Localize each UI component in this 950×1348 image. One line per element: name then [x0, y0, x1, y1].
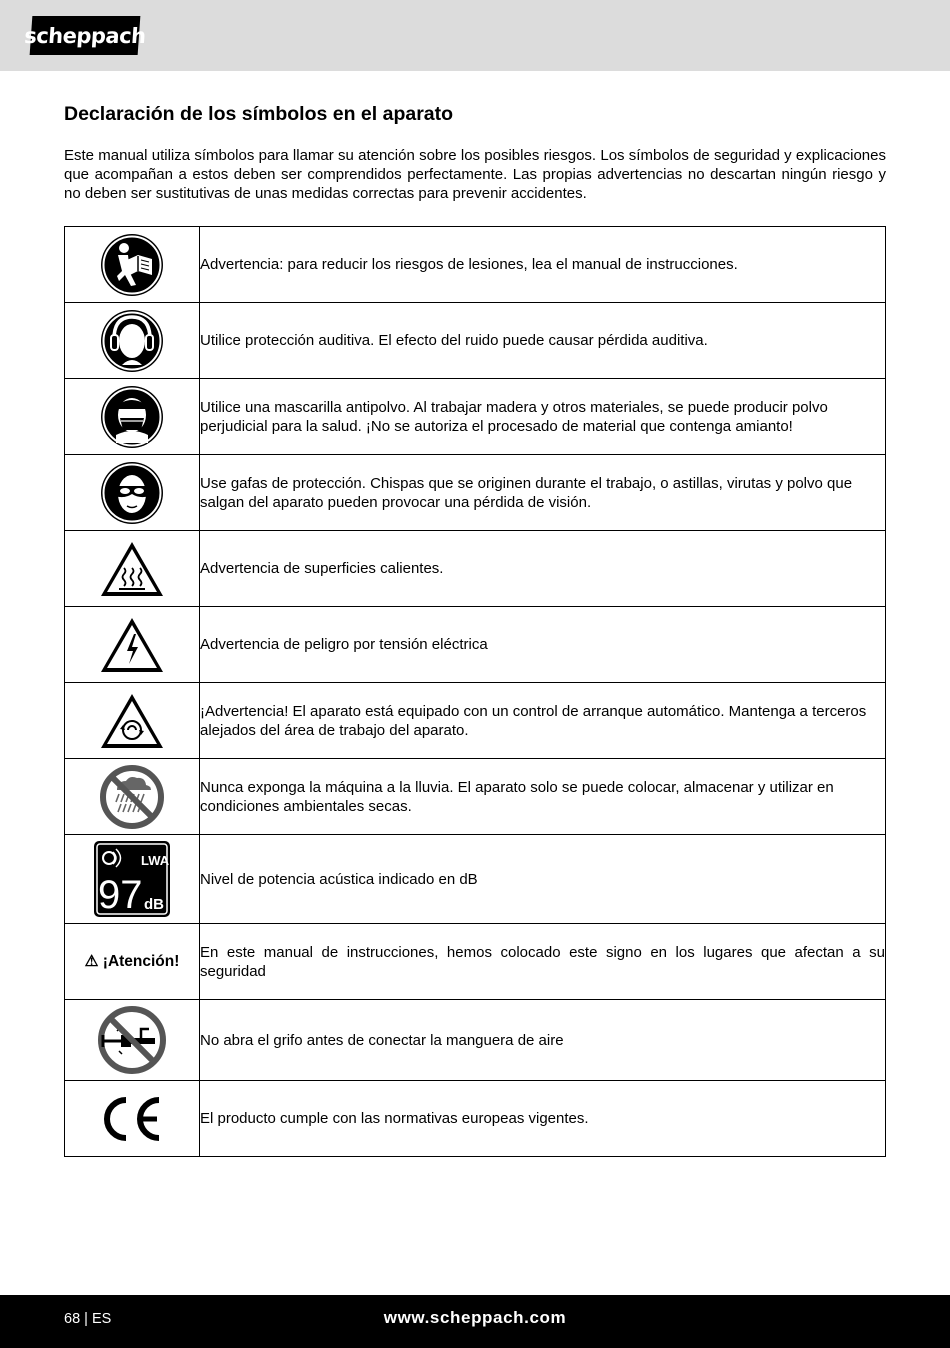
- table-row: [65, 607, 886, 683]
- intro-paragraph: Este manual utiliza símbolos para llamar su atención sobre los posibles riesgos. Los símbolos de seguridad y explicaciones que acompañan a estos deben ser comprendidos perfectamente. Las propias advertencias no descartan ningún riesgo y no deben ser sustitutivas de unas medidas correctas para prevenir accidentes.: [64, 147, 886, 202]
- table-row: [65, 1000, 886, 1081]
- safety-goggles-icon: [65, 455, 200, 531]
- ce-mark-icon: [65, 1081, 200, 1157]
- symbol-description: Utilice protección auditiva. El efecto del ruido puede causar pérdida auditiva.: [200, 303, 886, 379]
- table-row: [65, 227, 886, 303]
- table-row: [65, 303, 886, 379]
- symbol-description: En este manual de instrucciones, hemos colocado este signo en los lugares que afectan a su seguridad: [200, 924, 886, 1000]
- symbol-description: Advertencia de superficies calientes.: [200, 531, 886, 607]
- symbol-description: Use gafas de protección. Chispas que se originen durante el trabajo, o astillas, virutas y polvo que salgan del aparato pueden provocar una pérdida de visión.: [200, 455, 886, 531]
- attention-label: [65, 924, 200, 1000]
- separator: |: [84, 1311, 88, 1327]
- symbols-table: [64, 226, 886, 1157]
- table-row: [65, 1081, 886, 1157]
- symbol-description: Utilice una mascarilla antipolvo. Al trabajar madera y otros materiales, se puede producir polvo perjudicial para la salud. ¡No se autoriza el procesado de material que contenga amianto!: [200, 379, 886, 455]
- automatic-start-warning-icon: [65, 683, 200, 759]
- lwa-label: LWA: [141, 853, 170, 868]
- website-url[interactable]: www.scheppach.com: [383, 1308, 567, 1327]
- table-row: [65, 455, 886, 531]
- sound-level-unit: dB: [144, 896, 164, 913]
- table-row: [65, 759, 886, 835]
- attention-text: ⚠ ¡Atención!: [84, 953, 180, 970]
- page-number-value: 68: [64, 1311, 81, 1327]
- symbol-description: No abra el grifo antes de conectar la manguera de aire: [200, 1000, 886, 1081]
- hot-surface-warning-icon: [65, 531, 200, 607]
- footer-bar: [0, 1295, 950, 1348]
- ear-protection-icon: [65, 303, 200, 379]
- table-row: [65, 683, 886, 759]
- sound-power-level-icon: [65, 835, 200, 924]
- symbol-description: El producto cumple con las normativas europeas vigentes.: [200, 1081, 886, 1157]
- table-row: [65, 835, 886, 924]
- symbol-description: Advertencia de peligro por tensión eléctrica: [200, 607, 886, 683]
- header-bar: [0, 0, 950, 71]
- electric-voltage-warning-icon: [65, 607, 200, 683]
- symbol-description: Advertencia: para reducir los riesgos de lesiones, lea el manual de instrucciones.: [200, 227, 886, 303]
- sound-level-value: 97: [98, 873, 143, 917]
- no-rain-icon: [65, 759, 200, 835]
- do-not-open-valve-icon: [65, 1000, 200, 1081]
- scheppach-logo: scheppach: [30, 16, 141, 55]
- table-row: [65, 379, 886, 455]
- read-manual-icon: [65, 227, 200, 303]
- symbol-description: Nivel de potencia acústica indicado en dB: [200, 835, 886, 924]
- dust-mask-icon: [65, 379, 200, 455]
- symbol-description: Nunca exponga la máquina a la lluvia. El aparato solo se puede colocar, almacenar y utilizar en condiciones ambientales secas.: [200, 759, 886, 835]
- page-title: Declaración de los símbolos en el aparato: [64, 103, 454, 125]
- table-row: [65, 531, 886, 607]
- language-code: ES: [91, 1311, 112, 1327]
- symbol-description: ¡Advertencia! El aparato está equipado con un control de arranque automático. Mantenga a terceros alejados del área de trabajo del aparato.: [200, 683, 886, 759]
- table-row: [65, 924, 886, 1000]
